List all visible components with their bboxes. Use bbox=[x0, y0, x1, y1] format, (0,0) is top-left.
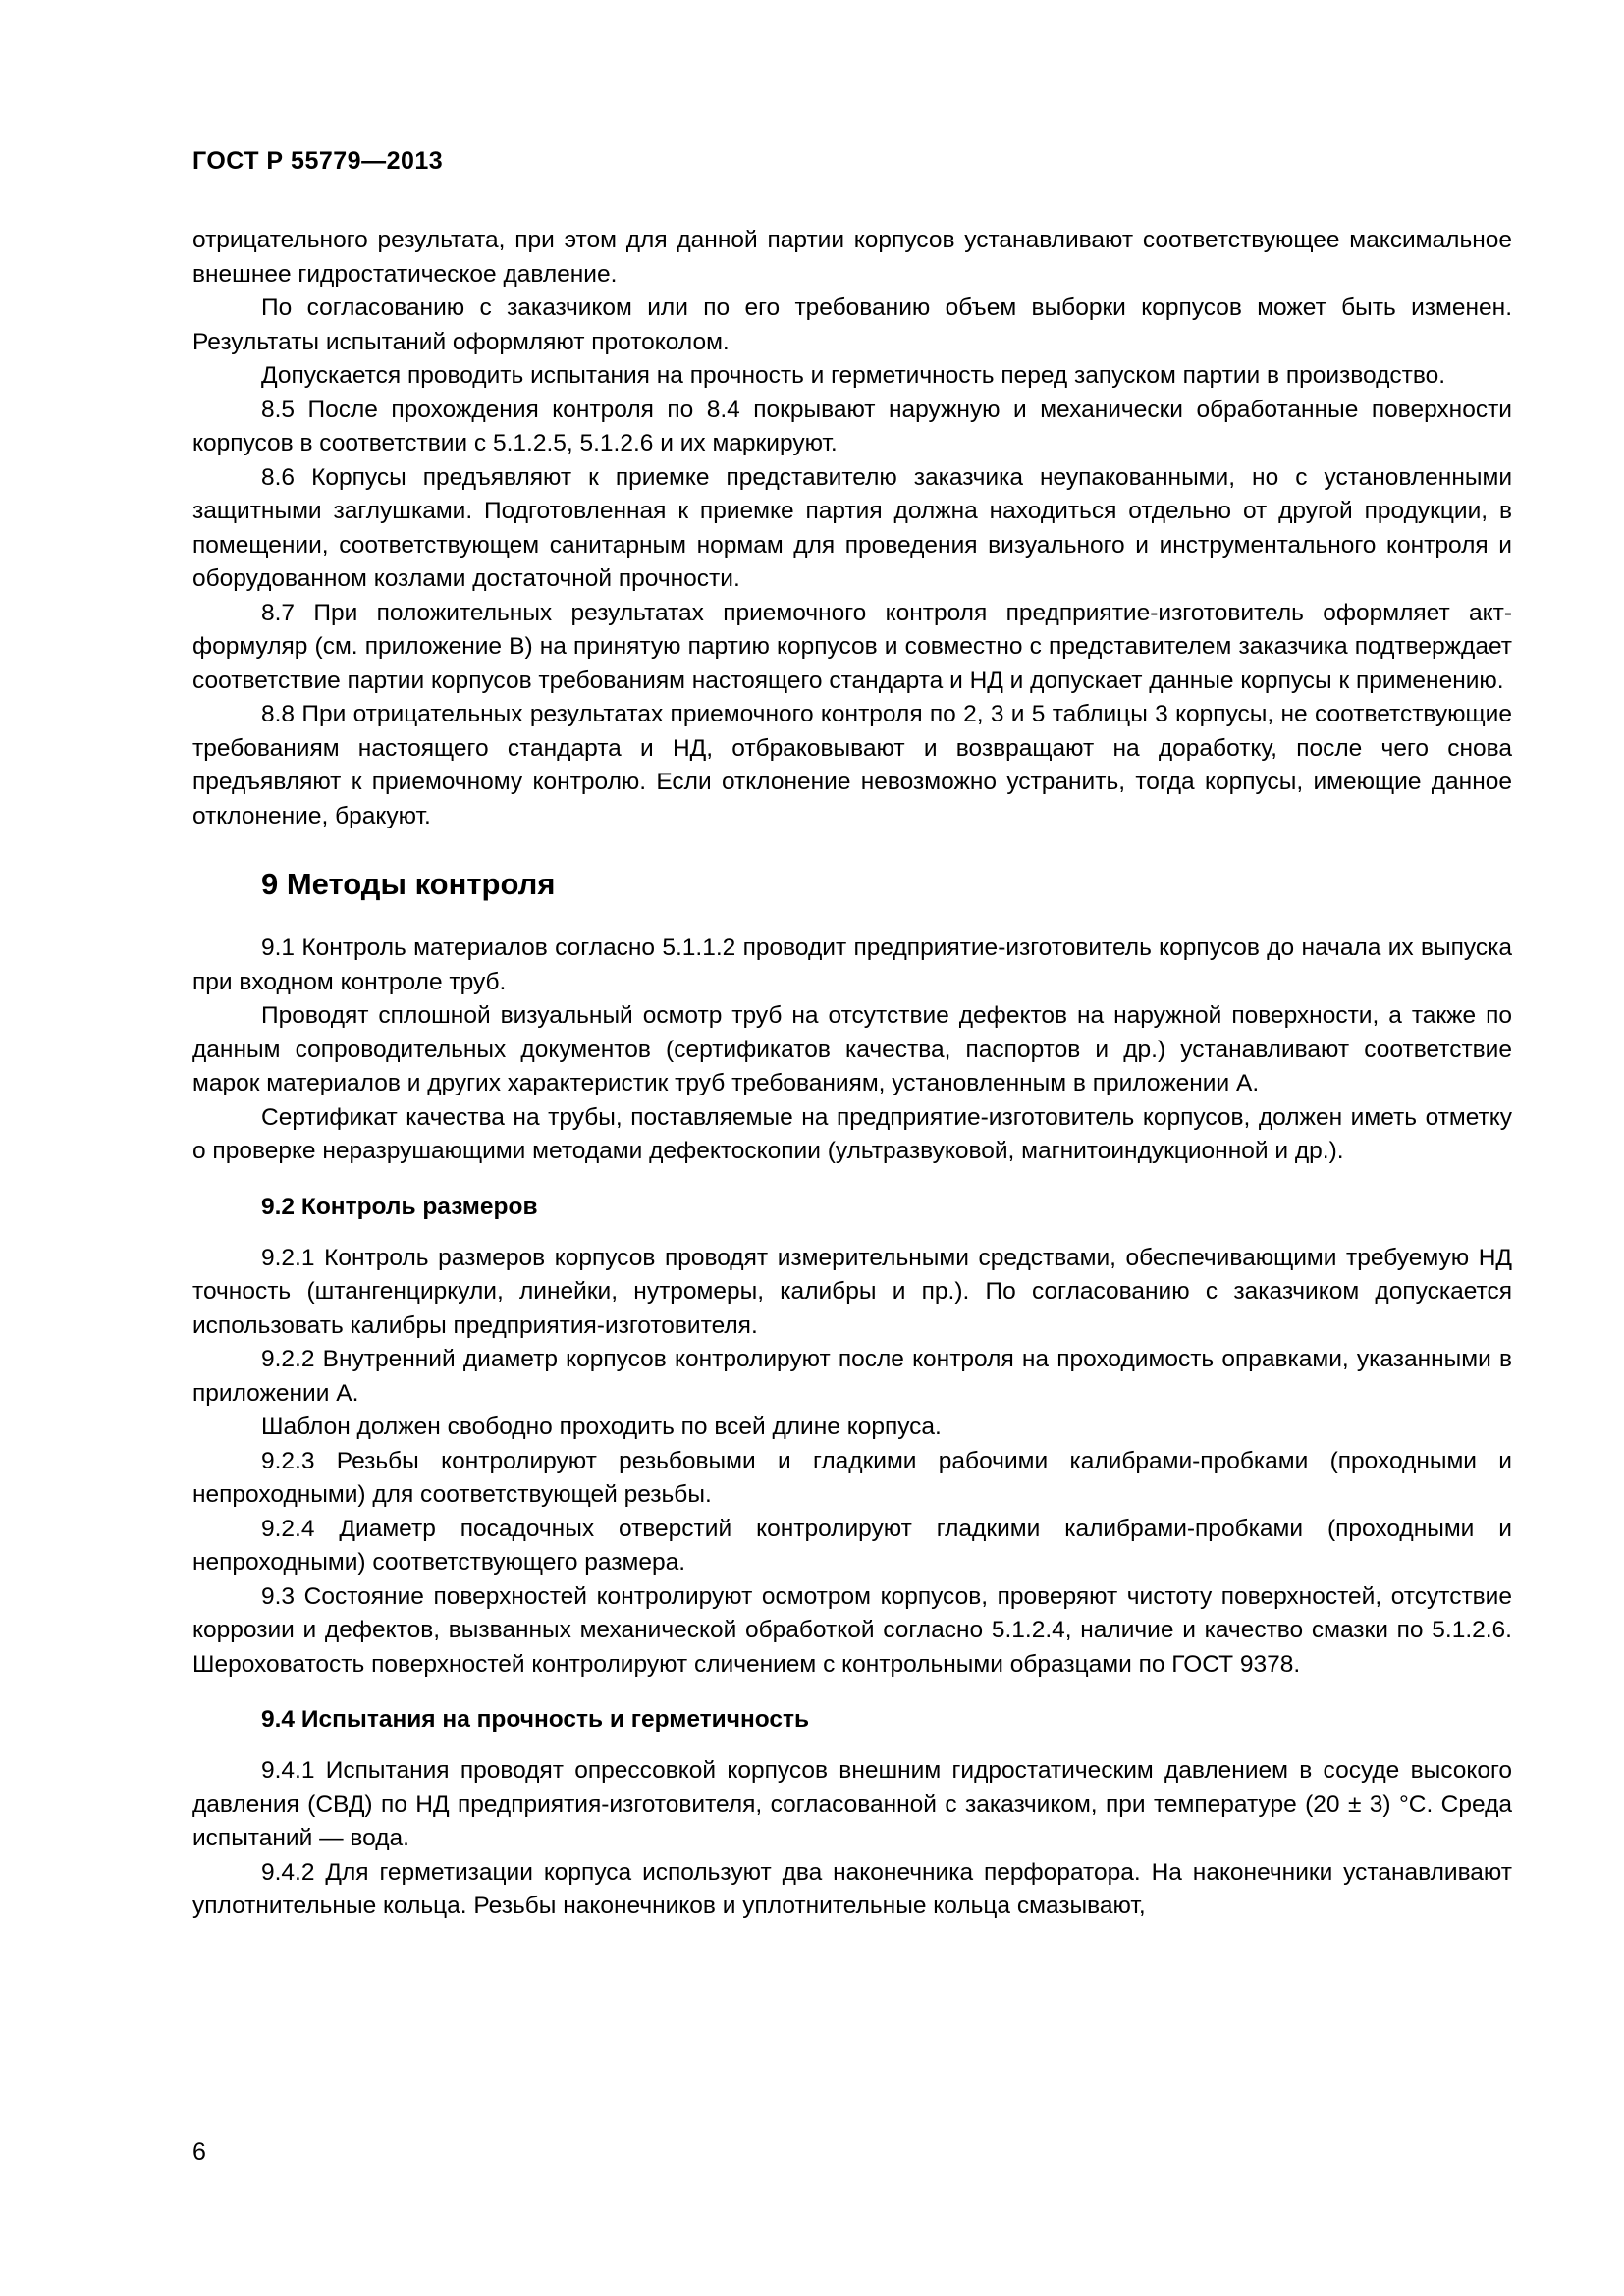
paragraph-continuation: отрицательного результата, при этом для данной партии корпусов устанавливают соответствующее максимальное внешнее гидростатическое давление. bbox=[192, 227, 1512, 288]
paragraph-9-2-1: 9.2.1 Контроль размеров корпусов проводят измерительными средствами, обеспечивающими требуемую НД точность (штангенциркули, линейки, нутромеры, калибры и пр.). По согласованию с заказчиком допускается использовать калибры предприятия-изготовителя. bbox=[192, 1244, 1512, 1339]
paragraph-9-2-3: 9.2.3 Резьбы контролируют резьбовыми и гладкими рабочими калибрами-пробками (проходными и непроходными) для соответствующей резьбы. bbox=[192, 1447, 1512, 1508]
paragraph-8-6: 8.6 Корпусы предъявляют к приемке представителю заказчика неупакованными, но с установленными защитными заглушками. Подготовленная к приемке партия должна находиться отдельно от другой продукции, в помещении, соответствующем санитарным нормам для проведения визуального и инструментального контроля и оборудованном козлами достаточной прочности. bbox=[192, 463, 1512, 592]
paragraph-8-7: 8.7 При положительных результатах приемочного контроля предприятие-изготовитель оформляет акт-формуляр (см. приложение В) на принятую партию корпусов и совместно с представителем заказчика подтверждает соответствие партии корпусов требованиям настоящего стандарта и НД и допускает данные корпусы к применению. bbox=[192, 599, 1512, 694]
paragraph-9-4-1: 9.4.1 Испытания проводят опрессовкой корпусов внешним гидростатическим давлением в сосуде высокого давления (СВД) по НД предприятия-изготовителя, согласованной с заказчиком, при температуре (20 ± 3) °С. Среда испытаний — вода. bbox=[192, 1757, 1512, 1851]
paragraph-9-2-4: 9.2.4 Диаметр посадочных отверстий контролируют гладкими калибрами-пробками (проходными и непроходными) соответствующего размера. bbox=[192, 1515, 1512, 1575]
document-header-code: ГОСТ Р 55779—2013 bbox=[192, 147, 444, 175]
paragraph-9-4-2: 9.4.2 Для герметизации корпуса используют два наконечника перфоратора. На наконечники устанавливают уплотнительные кольца. Резьбы наконечников и уплотнительные кольца смазывают, bbox=[192, 1858, 1512, 1919]
paragraph: Сертификат качества на трубы, поставляемые на предприятие-изготовитель корпусов, должен иметь отметку о проверке неразрушающими методами дефектоскопии (ультразвуковой, магнитоиндукционной и др.). bbox=[192, 1103, 1512, 1164]
paragraph-9-1: 9.1 Контроль материалов согласно 5.1.1.2 проводит предприятие-изготовитель корпусов до начала их выпуска при входном контроле труб. bbox=[192, 934, 1512, 995]
section-9-4-heading: 9.4 Испытания на прочность и герметичность bbox=[261, 1706, 810, 1733]
paragraph-9-3: 9.3 Состояние поверхностей контролируют осмотром корпусов, проверяют чистоту поверхностей, отсутствие коррозии и дефектов, вызванных механической обработкой согласно 5.1.2.4, наличие и качество смазки по 5.1.2.6. Шероховатость поверхностей контролируют сличением с контрольными образцами по ГОСТ 9378. bbox=[192, 1582, 1512, 1678]
page-number: 6 bbox=[192, 2138, 206, 2165]
section-9-2-heading: 9.2 Контроль размеров bbox=[261, 1193, 538, 1220]
paragraph-9-2-2: 9.2.2 Внутренний диаметр корпусов контролируют после контроля на проходимость оправками, указанными в приложении А. bbox=[192, 1346, 1512, 1407]
document-body bbox=[192, 224, 1512, 1924]
paragraph-8-8: 8.8 При отрицательных результатах приемочного контроля по 2, 3 и 5 таблицы 3 корпусы, не соответствующие требованиям настоящего стандарта и НД, отбраковывают и возвращают на доработку, после чего снова предъявляют к приемочному контролю. Если отклонение невозможно устранить, тогда корпусы, имеющие данное отклонение, бракуют. bbox=[192, 701, 1512, 829]
paragraph-8-5: 8.5 После прохождения контроля по 8.4 покрывают наружную и механически обработанные поверхности корпусов в соответствии с 5.1.2.5, 5.1.2.6 и их маркируют. bbox=[192, 396, 1512, 456]
section-9-heading: 9 Методы контроля bbox=[261, 867, 556, 901]
paragraph: Шаблон должен свободно проходить по всей длине корпуса. bbox=[261, 1414, 942, 1440]
paragraph: Допускается проводить испытания на прочность и герметичность перед запуском партии в производство. bbox=[261, 362, 1446, 389]
paragraph: Проводят сплошной визуальный осмотр труб на отсутствие дефектов на наружной поверхности, а также по данным сопроводительных документов (сертификатов качества, паспортов и др.) устанавливают соответствие марок материалов и других характеристик труб требованиям, установленным в приложении А. bbox=[192, 1002, 1512, 1096]
paragraph: По согласованию с заказчиком или по его требованию объем выборки корпусов может быть изменен. Результаты испытаний оформляют протоколом. bbox=[192, 294, 1512, 355]
